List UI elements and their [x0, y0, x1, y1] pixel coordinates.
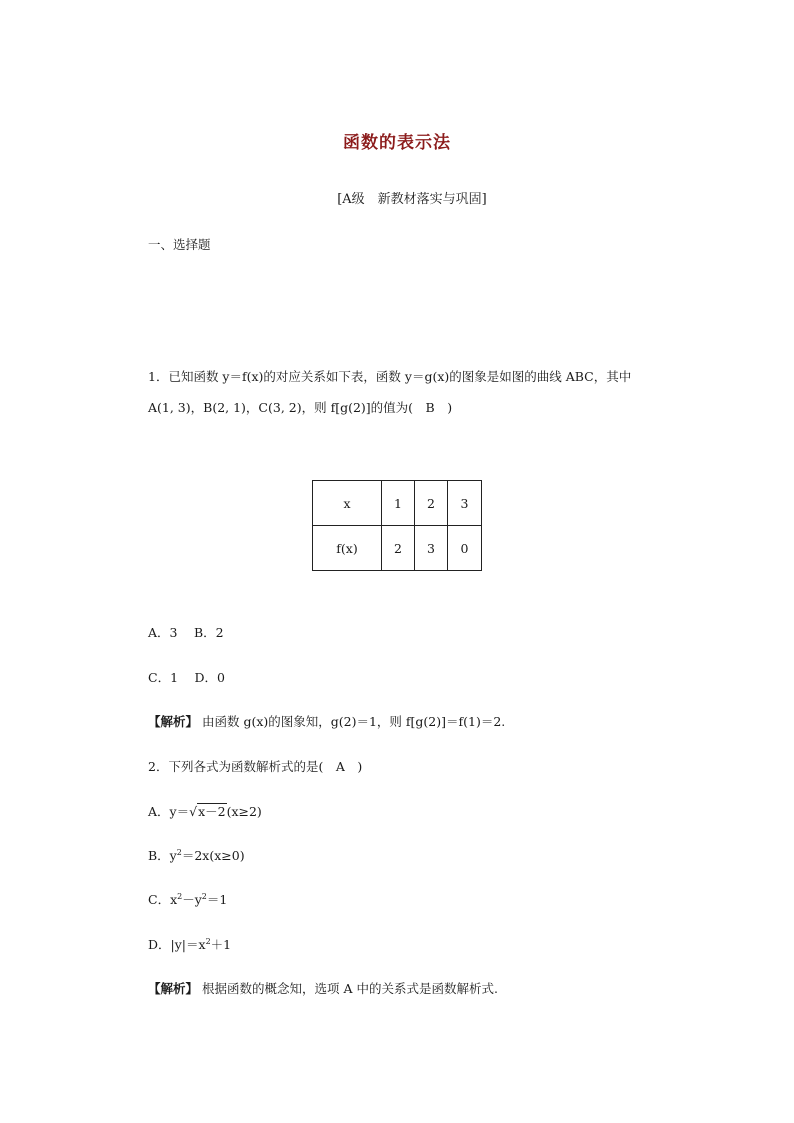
level-subtitle: [A级 新教材落实与巩固]	[337, 192, 487, 207]
option-a-prefix: A．y＝√	[148, 804, 198, 819]
q2-option-b	[148, 847, 245, 865]
analysis-tag: 【解析】	[148, 981, 199, 996]
q1-analysis	[148, 713, 505, 731]
table-cell: x	[313, 481, 382, 526]
q2-analysis	[148, 980, 498, 998]
exponent: 2	[176, 848, 182, 857]
table-cell: 3	[415, 526, 448, 571]
option-c-suffix: ＝1	[206, 892, 228, 907]
analysis-text: 由函数 g(x)的图象知，g(2)＝1，则 f[g(2)]＝f(1)＝2.	[198, 714, 506, 729]
exponent: 2	[201, 892, 207, 901]
option-c-mid: －y	[182, 892, 202, 907]
q1-stem-line1: 1．已知函数 y＝f(x)的对应关系如下表，函数 y＝g(x)的图象是如图的曲线 ABC，其中	[148, 369, 632, 384]
q2-stem: 2．下列各式为函数解析式的是( A )	[148, 759, 363, 774]
table-cell: 1	[382, 481, 415, 526]
radicand: x－2	[198, 804, 226, 819]
analysis-tag: 【解析】	[148, 714, 199, 729]
q1-stem-line2: A(1, 3)，B(2, 1)，C(3, 2)，则 f[g(2)]的值为( B )	[148, 400, 453, 415]
table-header-row	[313, 481, 482, 526]
analysis-text: 根据函数的概念知，选项 A 中的关系式是函数解析式.	[198, 981, 498, 996]
option-d-suffix: ＋1	[210, 937, 232, 952]
table-cell: 3	[448, 481, 482, 526]
function-table	[312, 480, 482, 571]
table-cell: 2	[415, 481, 448, 526]
q2-option-c	[148, 891, 227, 909]
table-cell: f(x)	[313, 526, 382, 571]
section-heading: 一、选择题	[148, 237, 211, 252]
option-a-suffix: (x≥2)	[226, 804, 262, 819]
option-b-suffix: ＝2x(x≥0)	[181, 848, 245, 863]
exponent: 2	[177, 892, 183, 901]
page-title: 函数的表示法	[343, 133, 451, 153]
q1-options-cd: C．1 D．0	[148, 670, 225, 685]
option-d-prefix: D．|y|＝x	[148, 937, 206, 952]
option-c-prefix: C．x	[148, 892, 178, 907]
q2-option-d	[148, 936, 231, 954]
table-cell: 2	[382, 526, 415, 571]
table-cell: 0	[448, 526, 482, 571]
q2-option-a	[148, 803, 262, 821]
exponent: 2	[205, 937, 211, 946]
option-b-prefix: B．y	[148, 848, 177, 863]
q1-options-ab: A．3 B．2	[148, 625, 224, 640]
table-row	[313, 526, 482, 571]
